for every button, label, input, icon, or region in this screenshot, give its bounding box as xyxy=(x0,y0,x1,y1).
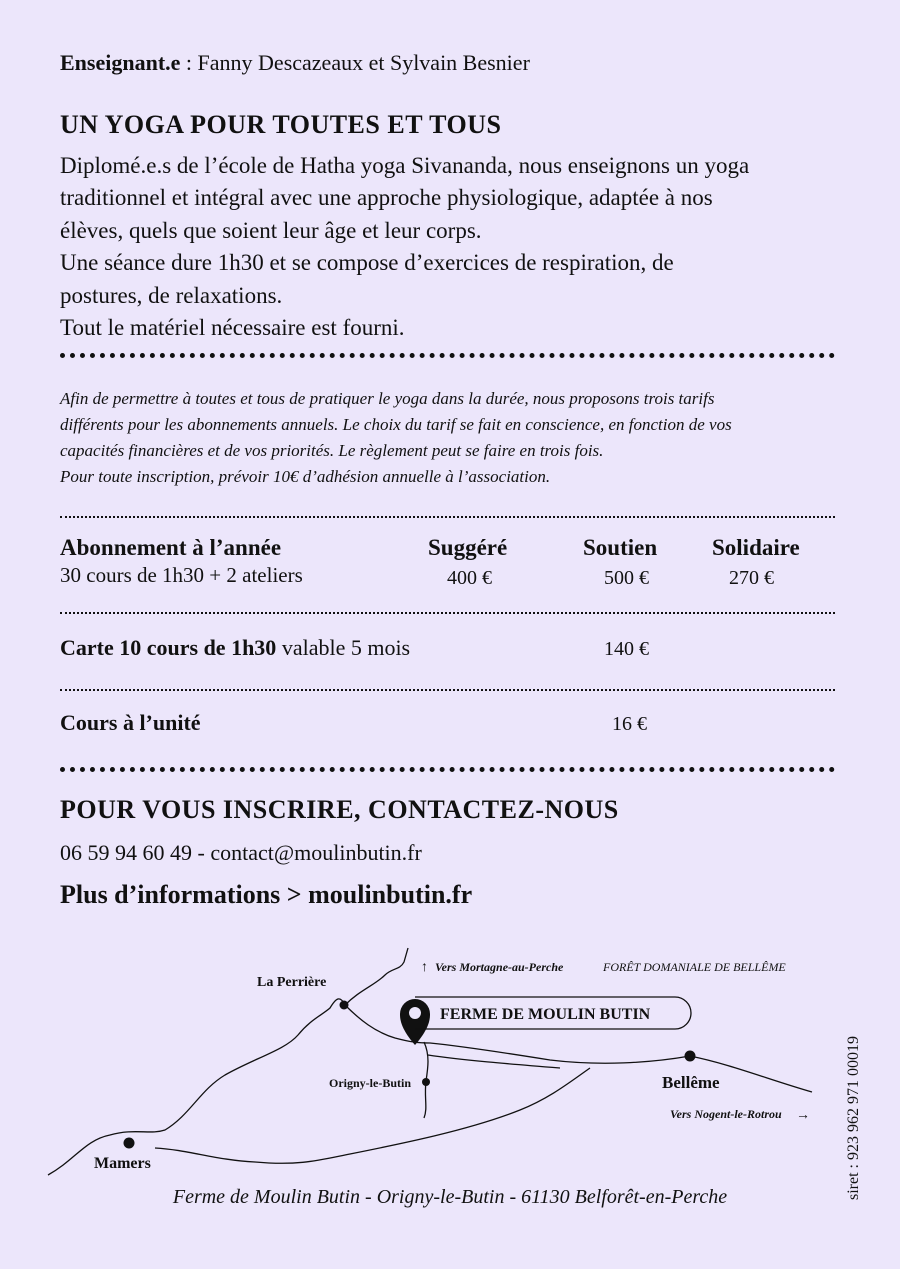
solidarity-price: 270 € xyxy=(729,567,774,589)
address: Ferme de Moulin Butin - Origny-le-Butin - 61130 Belforêt-en-Perche xyxy=(172,1186,728,1208)
map-road xyxy=(48,999,345,1175)
tarifs-note-line: capacités financières et de vos priorités. Le règlement peut se faire en trois fois. xyxy=(60,441,604,460)
support-price: 500 € xyxy=(604,567,649,589)
divider xyxy=(60,767,835,772)
location-map xyxy=(40,940,840,1185)
la-perriere-dot xyxy=(340,1001,349,1010)
map-pin-icon xyxy=(400,999,430,1045)
suggested-label: Suggéré xyxy=(428,535,508,560)
intro-line: élèves, quels que soient leur âge et leur corps. xyxy=(60,217,482,243)
card-title-rest: valable 5 mois xyxy=(276,635,411,660)
teachers-line xyxy=(60,50,530,76)
contact-line[interactable]: 06 59 94 60 49 - contact@moulinbutin.fr xyxy=(60,840,422,865)
tarifs-note-line: Afin de permettre à toutes et tous de pratiquer le yoga dans la durée, nous proposons trois tarifs xyxy=(60,389,715,408)
tarifs-note-line: Pour toute inscription, prévoir 10€ d’adhésion annuelle à l’association. xyxy=(60,467,551,486)
right-arrow-icon: → xyxy=(796,1108,810,1123)
intro-title: UN YOGA POUR TOUTES ET TOUS xyxy=(60,110,502,139)
intro-line: Tout le matériel nécessaire est fourni. xyxy=(60,315,405,341)
intro-line: traditionnel et intégral avec une approche physiologique, adaptée à nos xyxy=(60,185,713,211)
contact-title: POUR VOUS INSCRIRE, CONTACTEZ-NOUS xyxy=(60,795,619,824)
divider xyxy=(60,516,835,518)
siret: siret : 923 962 971 00019 xyxy=(845,1036,862,1200)
annual-title: Abonnement à l’année xyxy=(60,535,282,560)
divider xyxy=(60,689,835,691)
intro-text xyxy=(60,150,850,344)
up-arrow-icon: ↑ xyxy=(421,960,428,975)
foret-label: FORÊT DOMANIALE DE BELLÊME xyxy=(603,960,786,974)
single-title: Cours à l’unité xyxy=(60,710,201,735)
teachers-names: Fanny Descazeaux et Sylvain Besnier xyxy=(197,50,530,75)
suggested-price: 400 € xyxy=(447,567,492,589)
intro-line: Une séance dure 1h30 et se compose d’exercices de respiration, de xyxy=(60,250,674,276)
more-info-link[interactable]: Plus d’informations > moulinbutin.fr xyxy=(60,880,473,909)
mamers-label: Mamers xyxy=(94,1155,151,1172)
intro-line: Diplomé.e.s de l’école de Hatha yoga Sivananda, nous enseignons un yoga xyxy=(60,153,750,178)
card-title-bold: Carte 10 cours de 1h30 xyxy=(60,635,277,660)
belleme-dot xyxy=(685,1051,696,1062)
single-price: 16 € xyxy=(612,713,647,735)
farm-label: FERME DE MOULIN BUTIN xyxy=(440,1006,651,1023)
divider xyxy=(60,353,835,358)
divider xyxy=(60,612,835,614)
annual-subtitle: 30 cours de 1h30 + 2 ateliers xyxy=(60,563,303,587)
support-label: Soutien xyxy=(583,535,658,560)
belleme-label: Bellême xyxy=(662,1073,720,1092)
origny-dot xyxy=(422,1078,430,1086)
nogent-label: Vers Nogent-le-Rotrou xyxy=(670,1107,782,1121)
map-road xyxy=(428,1055,560,1068)
card-title xyxy=(60,635,410,661)
teachers-separator: : xyxy=(180,50,198,75)
solidarity-label: Solidaire xyxy=(712,535,800,560)
origny-label: Origny-le-Butin xyxy=(329,1076,412,1090)
intro-line: postures, de relaxations. xyxy=(60,282,283,308)
mamers-dot xyxy=(124,1138,135,1149)
card-price: 140 € xyxy=(604,638,649,660)
la-perriere-label: La Perrière xyxy=(257,975,327,990)
mortagne-label: Vers Mortagne-au-Perche xyxy=(435,960,564,974)
map-road xyxy=(345,948,408,1005)
tarifs-note xyxy=(60,386,850,490)
teachers-label: Enseignant.e xyxy=(60,50,181,75)
tarifs-note-line: différents pour les abonnements annuels. Le choix du tarif se fait en conscience, en fonction de vos xyxy=(60,415,732,434)
